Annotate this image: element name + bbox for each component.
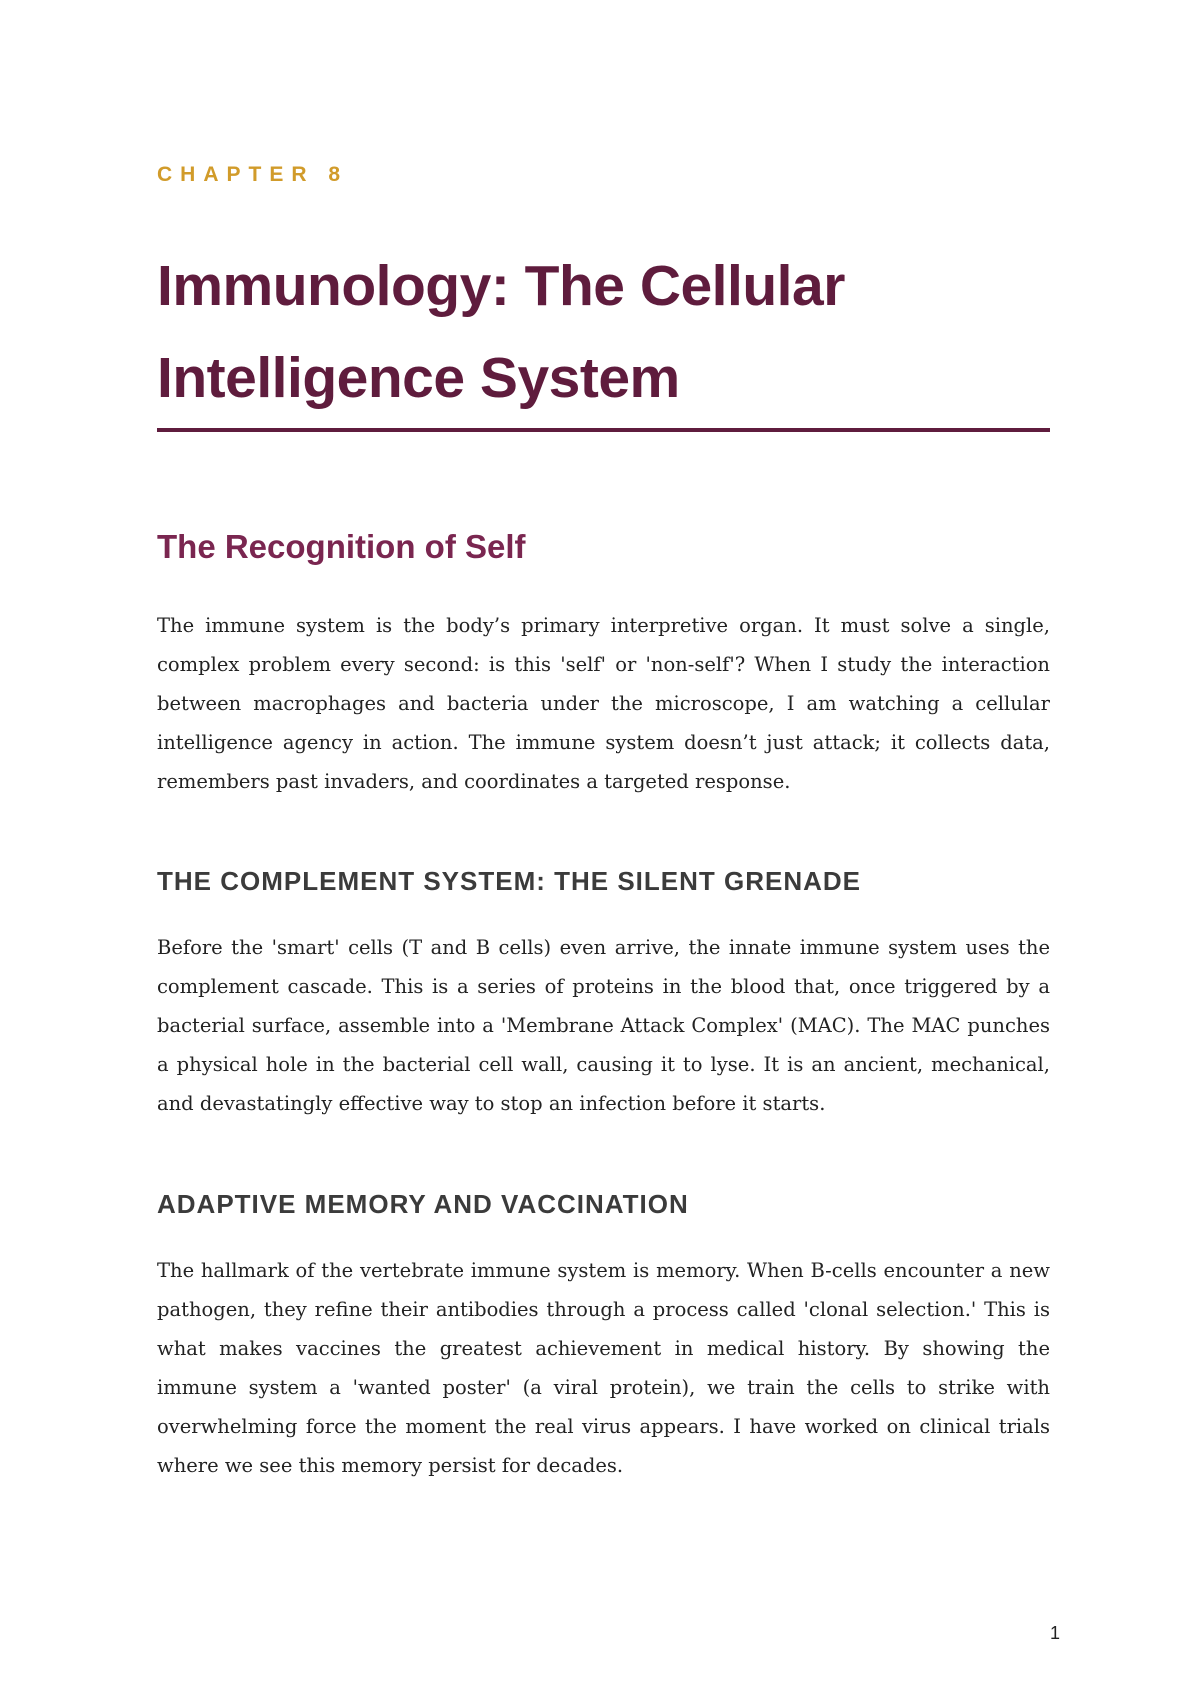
subheading-adaptive-memory: ADAPTIVE MEMORY AND VACCINATION	[157, 1189, 689, 1219]
chapter-title: Immunology: The Cellular Intelligence System	[157, 254, 845, 410]
section-heading-recognition-of-self: The Recognition of Self	[157, 528, 526, 565]
paragraph-adaptive-memory: The hallmark of the vertebrate immune system is memory. When B-cells encounter a new pathogen, they refine their antibodies through a process called 'clonal selection.' This is what makes vaccines the greatest achievement in medical history. By showing the immune system a 'wanted poster' (a viral protein), we train the cells to strike with overwhelming force the moment the real virus appears. I have worked on clinical trials where we see this memory persist for decades.	[157, 1259, 1050, 1477]
paragraph-complement-system: Before the 'smart' cells (T and B cells) even arrive, the innate immune system uses the complement cascade. This is a series of proteins in the blood that, once triggered by a bacterial surface, assemble into a 'Membrane Attack Complex' (MAC). The MAC punches a physical hole in the bacterial cell wall, causing it to lyse. It is an ancient, mechanical, and devastatingly effective way to stop an infection before it starts.	[157, 936, 1050, 1115]
paragraph-recognition-of-self: The immune system is the body’s primary interpretive organ. It must solve a single, complex problem every second: is this 'self' or 'non-self'? When I study the interaction between macrophages and bacteria under the microscope, I am watching a cellular intelligence agency in action. The immune system doesn’t just attack; it collects data, remembers past invaders, and coordinates a targeted response.	[157, 614, 1050, 793]
page-number: 1	[1050, 1623, 1061, 1643]
subheading-complement-system: THE COMPLEMENT SYSTEM: THE SILENT GRENADE	[157, 866, 862, 896]
title-divider	[157, 428, 1050, 432]
chapter-label: CHAPTER 8	[157, 163, 349, 186]
